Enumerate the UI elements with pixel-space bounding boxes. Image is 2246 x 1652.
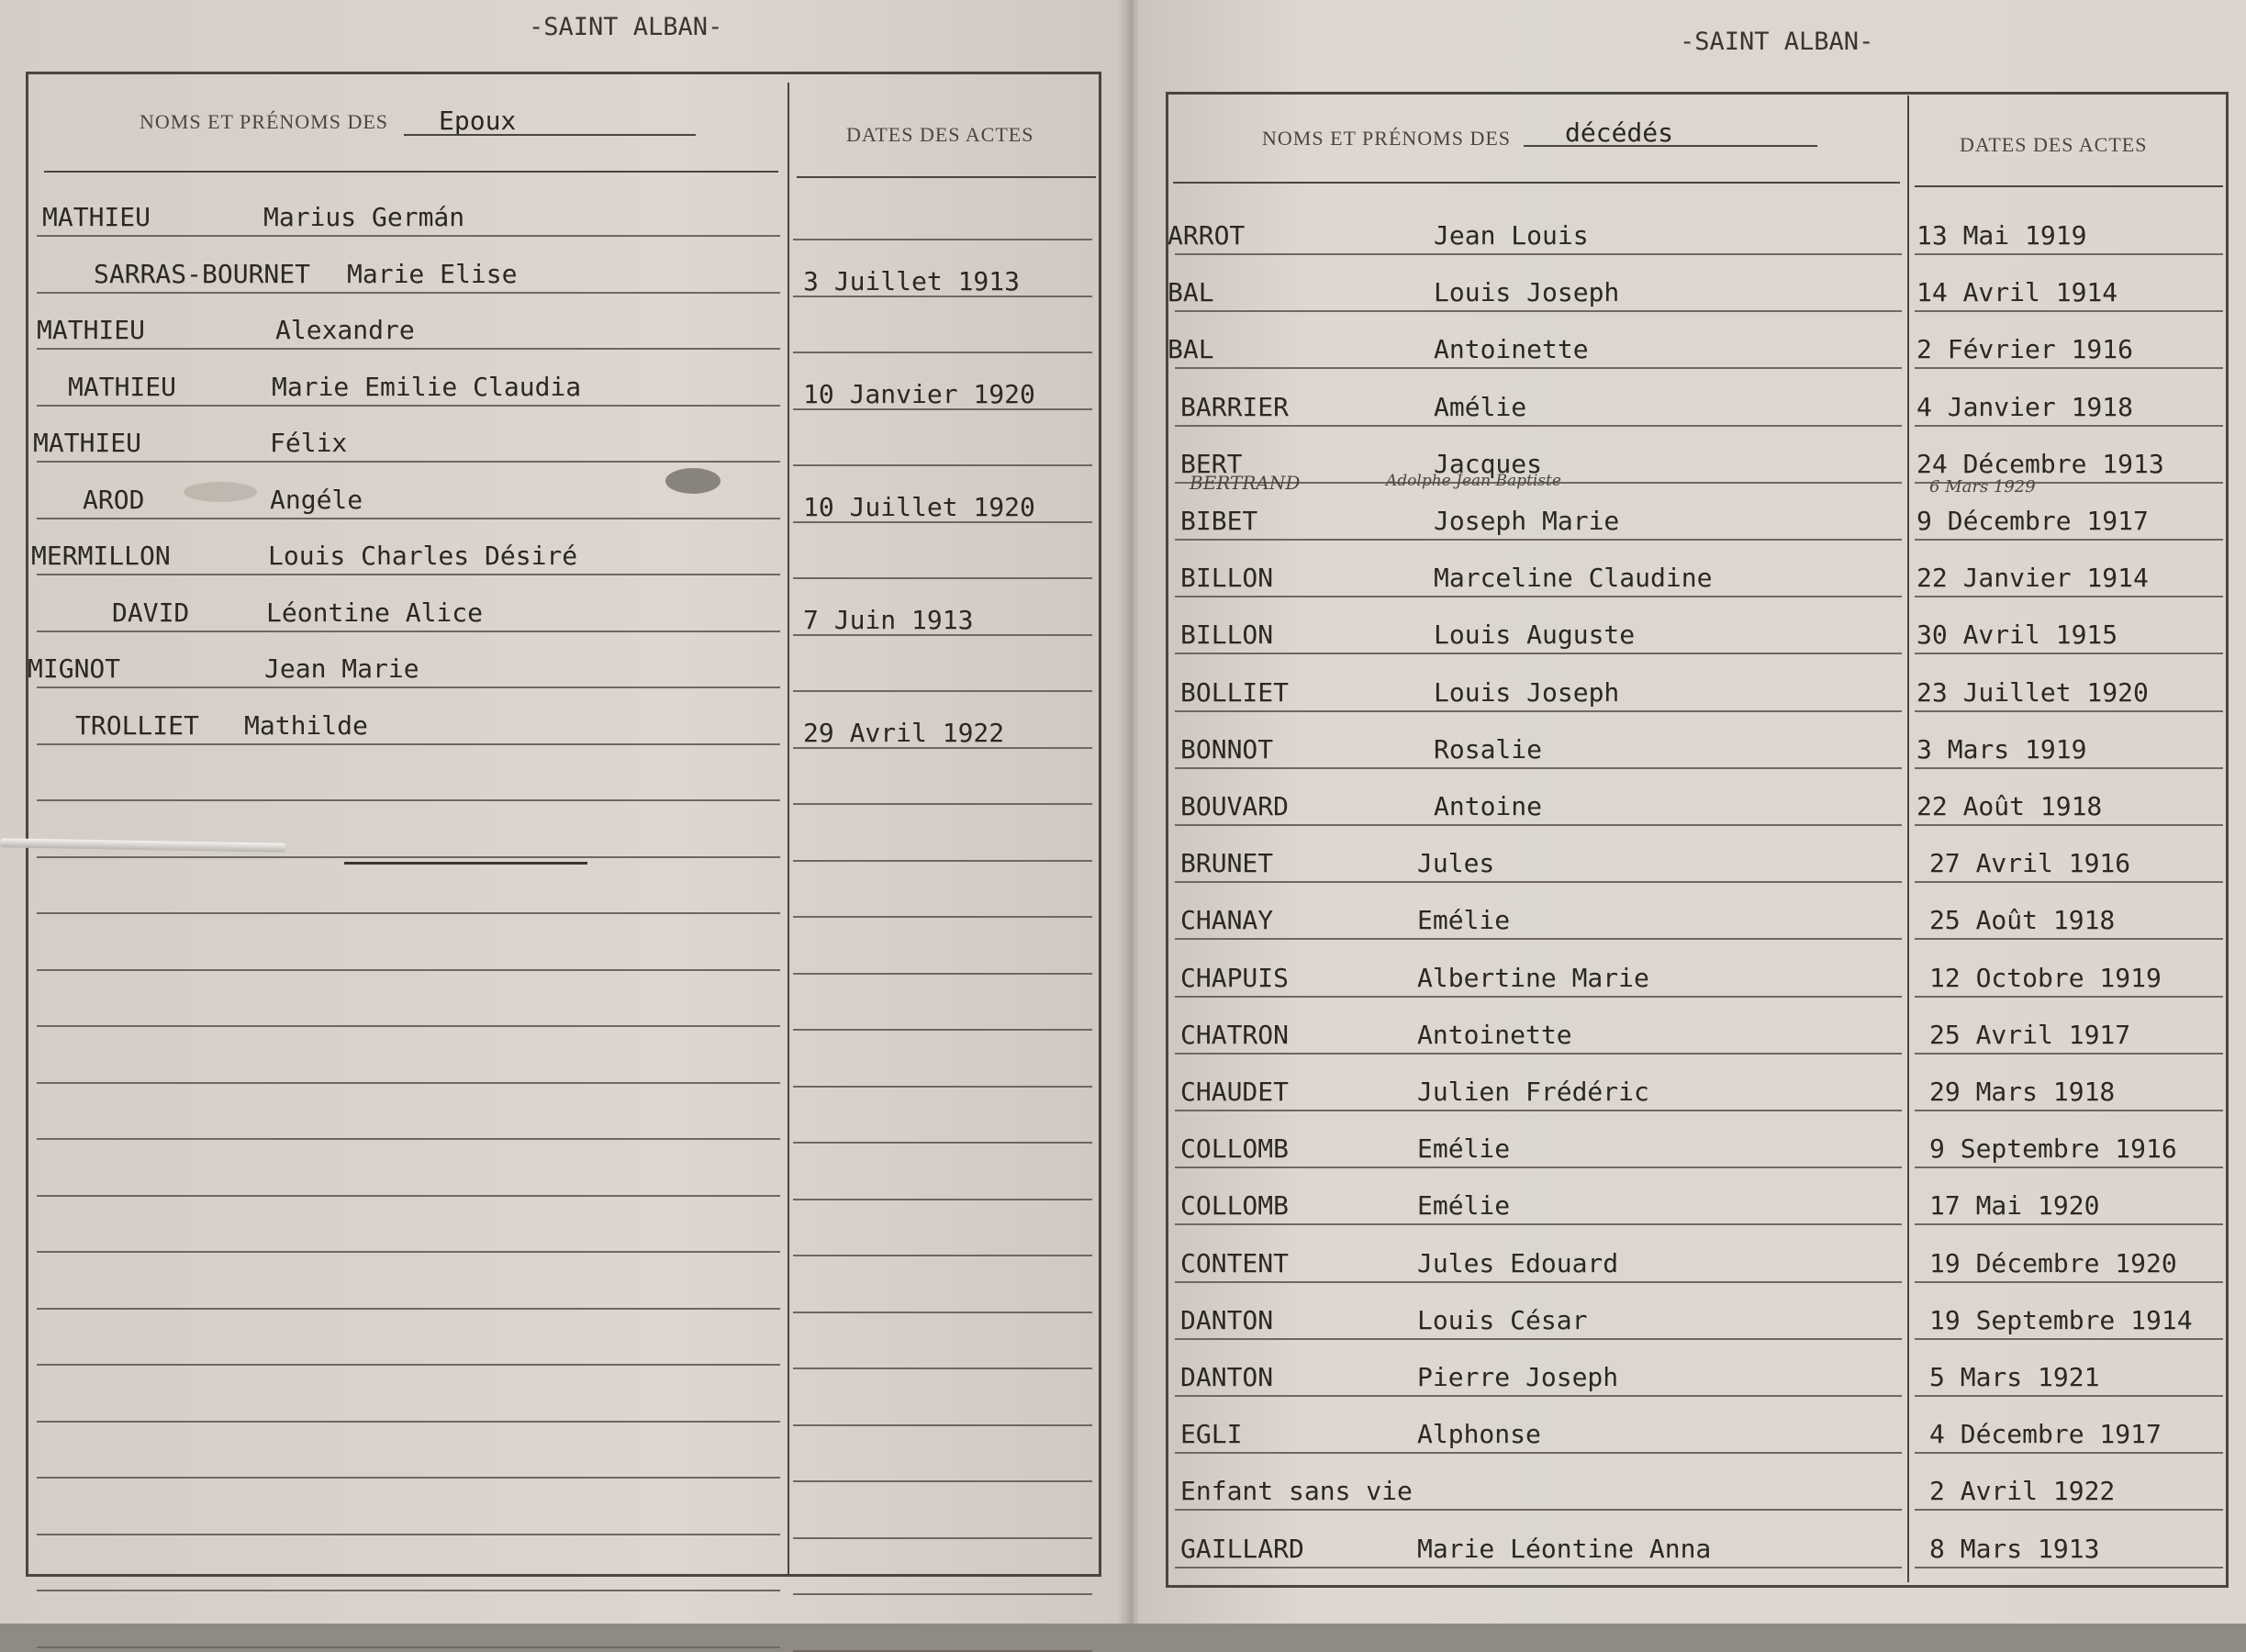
given-names-cell: Jacques (1434, 448, 1543, 479)
date-cell: 3 Juillet 1913 (803, 265, 1021, 296)
given-names-cell: Louis Charles Désiré (268, 541, 578, 571)
ruled-line (793, 296, 1092, 297)
given-names-cell: Jules (1417, 848, 1495, 879)
date-cell: 2 Avril 1922 (1929, 1476, 2116, 1507)
ruled-line (37, 856, 780, 858)
ruled-line (37, 405, 780, 407)
bert-given-annotation: Adolphe Jean Baptiste (1386, 472, 1561, 490)
ruled-line (793, 1086, 1092, 1088)
ruled-line (793, 860, 1092, 862)
ink-smudge (665, 468, 721, 494)
ruled-line (793, 747, 1092, 749)
ruled-line (793, 803, 1092, 805)
ruled-line (1915, 767, 2223, 769)
ruled-line (1175, 1338, 1902, 1340)
given-names-cell: Félix (270, 428, 348, 458)
given-names-cell: Marie Emilie Claudia (272, 371, 582, 402)
given-names-cell: Antoinette (1417, 1019, 1572, 1050)
ruled-line (1175, 1166, 1902, 1168)
given-names-cell: Antoine (1434, 791, 1543, 821)
ruled-line (793, 1480, 1092, 1482)
ruled-line (37, 1082, 780, 1084)
ruled-line (793, 1537, 1092, 1539)
ink-smudge (184, 482, 257, 502)
left-table-frame (26, 72, 1101, 1577)
date-cell: 4 Décembre 1917 (1929, 1419, 2162, 1450)
date-cell: 25 Août 1918 (1929, 905, 2116, 936)
ruled-line (37, 1421, 780, 1423)
ruled-line (1915, 425, 2223, 427)
right-header-value-underline (1524, 145, 1817, 147)
surname-cell: MIGNOT (28, 653, 121, 684)
ruled-line (1915, 1395, 2223, 1397)
ruled-line (1175, 1281, 1902, 1283)
right-header-rule (1173, 182, 1900, 184)
ruled-line (793, 352, 1092, 353)
surname-cell: BARRIER (1180, 391, 1290, 422)
surname-cell: BILLON (1180, 563, 1274, 594)
given-names-cell: Alexandre (275, 315, 415, 345)
date-cell: 14 Avril 1914 (1916, 277, 2118, 308)
left-column-divider (788, 83, 789, 1574)
ruled-line (1915, 596, 2223, 597)
ruled-line (1915, 1509, 2223, 1511)
given-names-cell: Louis Joseph (1434, 277, 1620, 308)
date-cell: 9 Décembre 1917 (1916, 506, 2149, 536)
ruled-line (37, 235, 780, 237)
date-cell: 30 Avril 1915 (1916, 620, 2118, 651)
given-names-cell: Marius Germán (263, 202, 465, 232)
ruled-line (37, 292, 780, 294)
date-cell: 12 Octobre 1919 (1929, 962, 2162, 993)
date-cell: 22 Janvier 1914 (1916, 563, 2149, 594)
ruled-line (37, 743, 780, 745)
ruled-line (37, 631, 780, 632)
given-names-cell: Mathilde (244, 709, 368, 741)
date-cell: 2 Février 1916 (1916, 334, 2134, 365)
date-cell: 13 Mai 1919 (1916, 220, 2087, 251)
given-names-cell: Marceline Claudine (1434, 563, 1713, 594)
right-names-header-label: NOMS ET PRÉNOMS DES (1262, 127, 1512, 150)
date-cell: 29 Mars 1918 (1929, 1077, 2116, 1107)
given-names-cell: Emélie (1417, 1133, 1511, 1165)
surname-cell: GAILLARD (1180, 1533, 1304, 1564)
ruled-line (1175, 767, 1902, 769)
surname-cell: COLLOMB (1180, 1190, 1290, 1222)
ruled-line (37, 1251, 780, 1253)
ruled-line (1175, 1223, 1902, 1225)
ruled-line (37, 969, 780, 971)
surname-cell: CHAUDET (1180, 1077, 1290, 1107)
bert-annotation: BERTRAND (1190, 472, 1301, 494)
date-cell: 7 Juin 1913 (803, 604, 974, 635)
given-names-cell: Julien Frédéric (1417, 1077, 1649, 1107)
surname-cell: DANTON (1180, 1304, 1274, 1335)
left-header-rule (44, 171, 778, 173)
ruled-line (1915, 1338, 2223, 1340)
ruled-line (1175, 310, 1902, 312)
ruled-line (1915, 539, 2223, 541)
ruled-line (1915, 310, 2223, 312)
ruled-line (37, 348, 780, 350)
ruled-line (1175, 881, 1902, 883)
ruled-line (37, 518, 780, 519)
ruled-line (37, 1138, 780, 1140)
right-running-head: -SAINT ALBAN- (1680, 28, 1874, 56)
ruled-line (1915, 253, 2223, 255)
given-names-cell: Léontine Alice (266, 597, 484, 628)
given-names-cell: Emélie (1417, 1190, 1511, 1222)
ruled-line (1915, 824, 2223, 826)
ruled-line (1915, 367, 2223, 369)
ruled-line (793, 464, 1092, 466)
ruled-line (1915, 1223, 2223, 1225)
surname-cell: CONTENT (1180, 1247, 1290, 1278)
ruled-line (793, 1142, 1092, 1144)
ruled-line (37, 461, 780, 463)
given-names-cell: Marie Léontine Anna (1417, 1533, 1712, 1564)
ruled-line (37, 799, 780, 801)
date-cell: 10 Juillet 1920 (803, 491, 1035, 522)
date-cell: 3 Mars 1919 (1916, 733, 2087, 765)
ruled-line (1175, 1053, 1902, 1055)
given-names-cell: Angéle (270, 484, 363, 515)
date-cell: 19 Septembre 1914 (1929, 1304, 2193, 1335)
ruled-line (793, 521, 1092, 523)
ruled-line (1175, 1395, 1902, 1397)
surname-cell: CHATRON (1180, 1019, 1290, 1050)
given-names-cell: Alphonse (1417, 1419, 1541, 1450)
right-column-divider (1907, 95, 1909, 1582)
ruled-line (1175, 996, 1902, 998)
date-cell: 5 Mars 1921 (1929, 1362, 2100, 1392)
left-names-header-label: NOMS ET PRÉNOMS DES (140, 110, 389, 133)
date-cell: 8 Mars 1913 (1929, 1533, 2100, 1564)
surname-cell: DAVID (112, 597, 190, 628)
ruled-line (1175, 938, 1902, 940)
given-names-cell: Joseph Marie (1434, 506, 1620, 536)
given-names-cell: Louis Joseph (1434, 676, 1620, 708)
ruled-line (1915, 996, 2223, 998)
right-dates-header-rule (1915, 185, 2223, 187)
ruled-line (793, 1650, 1092, 1652)
surname-cell: MATHIEU (42, 202, 151, 232)
surname-cell: BONNOT (1180, 733, 1274, 765)
date-cell: 4 Janvier 1918 (1916, 391, 2134, 422)
ruled-line (793, 690, 1092, 692)
ruled-line (37, 1364, 780, 1366)
surname-cell: BAL (1168, 334, 1214, 365)
ruled-line (1175, 539, 1902, 541)
ruled-line (793, 1255, 1092, 1256)
ruled-line (793, 1367, 1092, 1369)
surname-cell: BOLLIET (1180, 676, 1290, 708)
ruled-line (1175, 1110, 1902, 1111)
ruled-line (793, 1029, 1092, 1031)
given-names-cell: Antoinette (1434, 334, 1589, 365)
given-names-cell: Pierre Joseph (1417, 1362, 1619, 1392)
ruled-line (37, 1025, 780, 1027)
ruled-line (1915, 1452, 2223, 1454)
ruled-line (37, 686, 780, 688)
surname-cell: MERMILLON (31, 541, 171, 571)
surname-cell: MATHIEU (33, 428, 142, 458)
date-cell: 19 Décembre 1920 (1929, 1247, 2177, 1278)
ruled-line (1175, 253, 1902, 255)
surname-cell: MATHIEU (37, 315, 146, 345)
right-page (1138, 0, 2246, 1624)
ruled-line (793, 1424, 1092, 1426)
ruled-line (1175, 1509, 1902, 1511)
surname-cell: COLLOMB (1180, 1133, 1290, 1165)
ruled-line (37, 1195, 780, 1197)
given-names-cell: Amélie (1434, 391, 1527, 422)
date-cell: 9 Septembre 1916 (1929, 1133, 2177, 1165)
surname-cell: TROLLIET (75, 709, 199, 741)
ruled-line (793, 973, 1092, 975)
date-cell: 17 Mai 1920 (1929, 1190, 2100, 1222)
surname-cell: AROD (83, 484, 145, 515)
given-names-cell: Jean Marie (264, 653, 419, 684)
ruled-line (37, 1590, 780, 1591)
ruled-line (793, 1593, 1092, 1595)
end-of-entries-mark (344, 862, 587, 865)
given-names-cell: Rosalie (1434, 733, 1543, 765)
surname-cell: BIBET (1180, 506, 1258, 536)
ruled-line (1915, 1053, 2223, 1055)
left-names-header-value: Epoux (439, 106, 517, 136)
left-page (0, 0, 1129, 1624)
ruled-line (1915, 1166, 2223, 1168)
ruled-line (1915, 653, 2223, 654)
left-header-value-underline (404, 134, 696, 136)
surname-cell: SARRAS-BOURNET (94, 258, 311, 289)
surname-cell: DANTON (1180, 1362, 1274, 1392)
left-dates-header-rule (797, 176, 1096, 178)
given-names-cell: Marie Elise (347, 258, 518, 289)
ruled-line (37, 1646, 780, 1648)
date-cell: 10 Janvier 1920 (803, 378, 1035, 409)
surname-cell: Enfant sans vie (1180, 1476, 1413, 1507)
surname-cell: BILLON (1180, 620, 1274, 651)
surname-cell: CHANAY (1180, 905, 1274, 936)
given-names-cell: Albertine Marie (1417, 962, 1649, 993)
date-cell: 29 Avril 1922 (803, 717, 1005, 748)
surname-cell: ARROT (1168, 220, 1246, 251)
right-dates-header: DATES DES ACTES (1960, 133, 2148, 156)
surname-cell: CHAPUIS (1180, 962, 1290, 993)
ruled-line (1915, 710, 2223, 712)
ruled-line (1915, 1567, 2223, 1568)
ruled-line (1175, 1452, 1902, 1454)
ruled-line (1915, 938, 2223, 940)
surname-cell: BERT (1180, 448, 1243, 479)
ruled-line (37, 574, 780, 575)
ruled-line (793, 239, 1092, 240)
ruled-line (1915, 1110, 2223, 1111)
given-names-cell: Jean Louis (1434, 220, 1589, 251)
ruled-line (793, 634, 1092, 636)
bert-date-annotation: 6 Mars 1929 (1929, 477, 2036, 497)
ruled-line (793, 916, 1092, 918)
ruled-line (1175, 824, 1902, 826)
date-cell: 24 Décembre 1913 (1916, 448, 2164, 479)
surname-cell: BOUVARD (1180, 791, 1290, 821)
ruled-line (1175, 653, 1902, 654)
surname-cell: BAL (1168, 277, 1214, 308)
given-names-cell: Jules Edouard (1417, 1247, 1619, 1278)
ruled-line (793, 1312, 1092, 1313)
ruled-line (1175, 425, 1902, 427)
given-names-cell: Louis César (1417, 1304, 1588, 1335)
right-names-header-value: décédés (1565, 117, 1674, 148)
given-names-cell: Louis Auguste (1434, 620, 1636, 651)
ruled-line (793, 408, 1092, 410)
date-cell: 23 Juillet 1920 (1916, 676, 2149, 708)
ruled-line (1915, 1281, 2223, 1283)
ruled-line (1175, 1567, 1902, 1568)
ruled-line (793, 1199, 1092, 1200)
ruled-line (37, 1477, 780, 1479)
ruled-line (37, 1308, 780, 1310)
ruled-line (793, 577, 1092, 579)
left-dates-header: DATES DES ACTES (846, 123, 1034, 146)
given-names-cell: Emélie (1417, 905, 1511, 936)
ruled-line (1175, 367, 1902, 369)
date-cell: 25 Avril 1917 (1929, 1019, 2131, 1050)
surname-cell: BRUNET (1180, 848, 1274, 879)
ruled-line (1175, 596, 1902, 597)
ruled-line (1915, 881, 2223, 883)
surname-cell: EGLI (1180, 1419, 1243, 1450)
ruled-line (1175, 710, 1902, 712)
left-running-head: -SAINT ALBAN- (529, 13, 723, 41)
date-cell: 27 Avril 1916 (1929, 848, 2131, 879)
ruled-line (37, 912, 780, 914)
surname-cell: MATHIEU (68, 371, 177, 402)
ruled-line (37, 1534, 780, 1535)
date-cell: 22 Août 1918 (1916, 791, 2103, 821)
